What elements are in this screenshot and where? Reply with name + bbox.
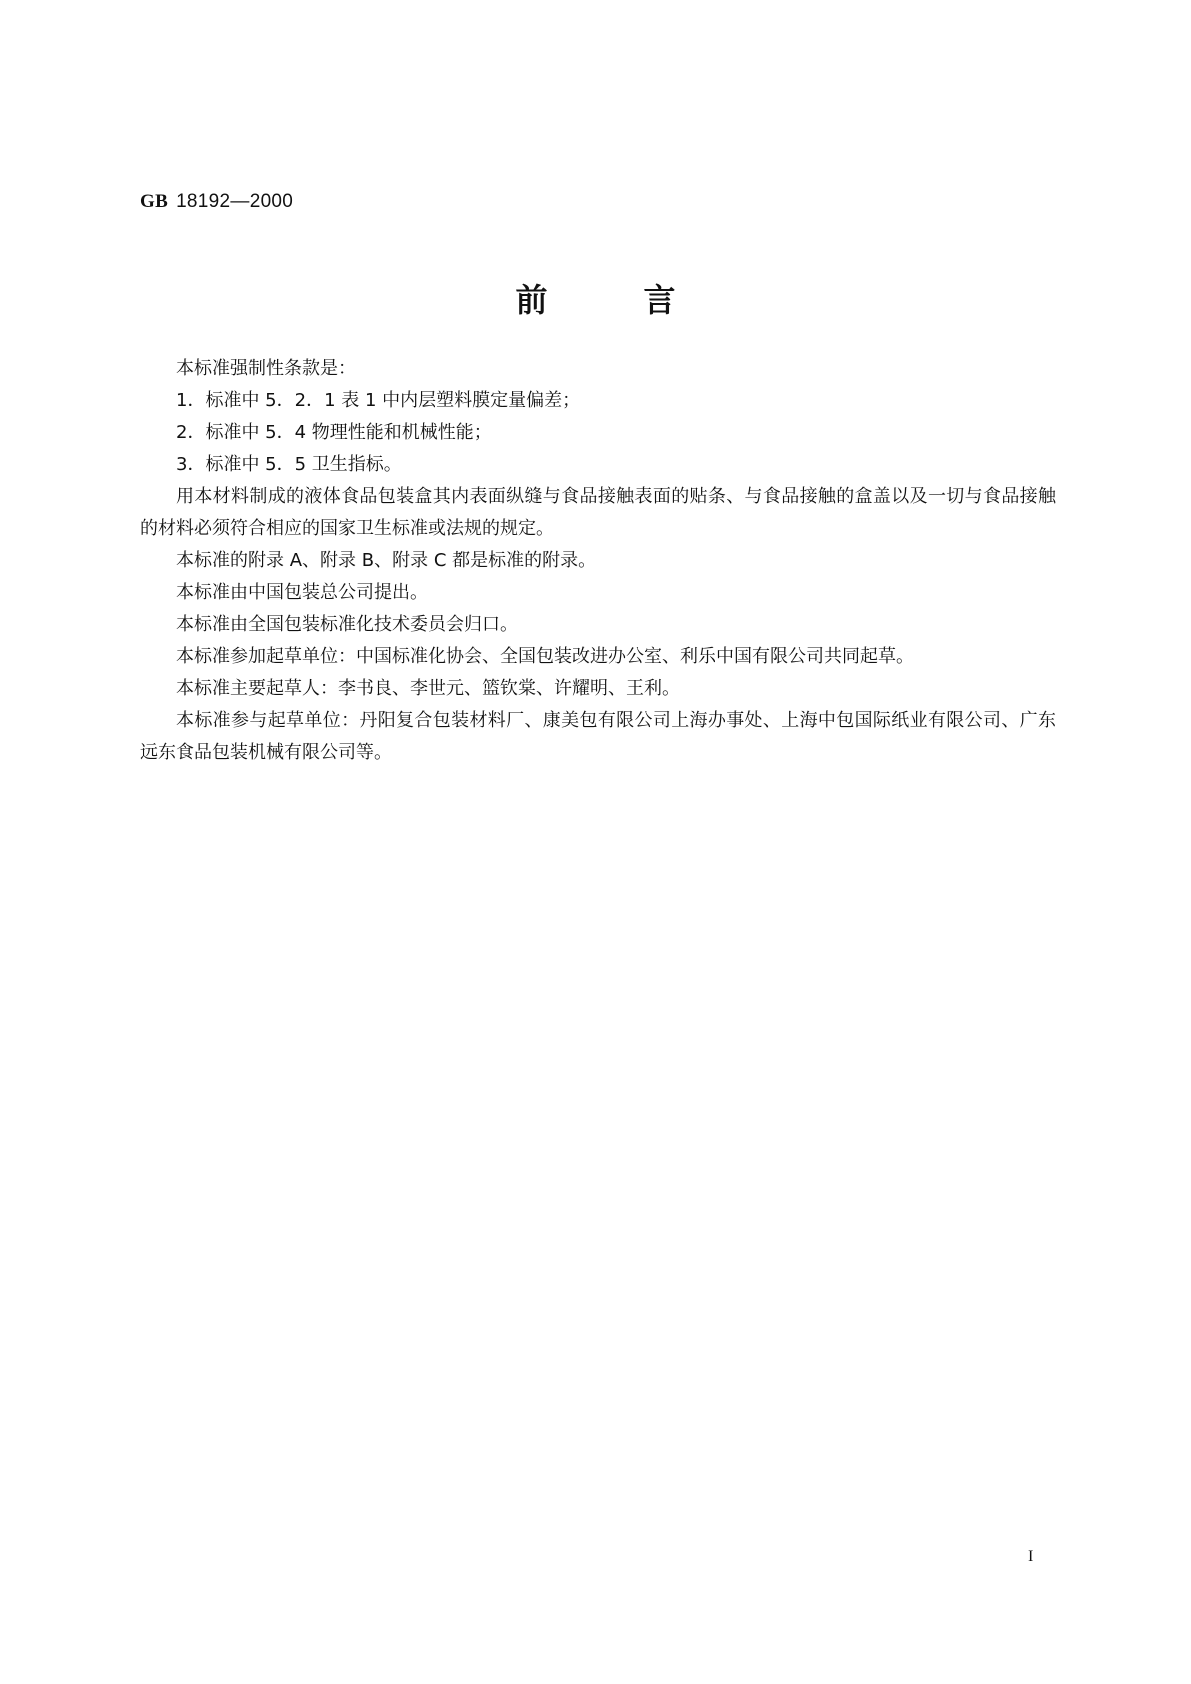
page-title: [0, 280, 1191, 320]
title-char-2: 言: [643, 281, 676, 319]
paragraph-mandatory-item-1: 1．标准中 5．2．1 表 1 中内层塑料膜定量偏差；: [176, 390, 581, 411]
paragraph-administered-by: 本标准由全国包装标准化技术委员会归口。: [176, 614, 518, 635]
title-char-1: 前: [515, 281, 548, 319]
paragraph-main-drafters: 本标准主要起草人：李书良、李世元、篮钦棠、许耀明、王利。: [176, 678, 680, 699]
page-number: I: [1028, 1548, 1034, 1565]
standard-number: 18192—2000: [176, 191, 294, 212]
standard-code: [140, 190, 293, 213]
paragraph-mandatory-item-3: 3．标准中 5．5 卫生指标。: [176, 454, 402, 475]
paragraph-mandatory-intro: 本标准强制性条款是：: [176, 358, 356, 379]
standard-prefix: GB: [140, 191, 169, 212]
paragraph-mandatory-item-2: 2．标准中 5．4 物理性能和机械性能；: [176, 422, 492, 443]
paragraph-appendices: 本标准的附录 A、附录 B、附录 C 都是标准的附录。: [176, 550, 597, 571]
paragraph-proposed-by: 本标准由中国包装总公司提出。: [176, 582, 428, 603]
paragraph-participating-units: 本标准参与起草单位：丹阳复合包装材料厂、康美包有限公司上海办事处、上海中包国际纸业有限公司、广东远东食品包装机械有限公司等。: [140, 710, 1056, 763]
paragraph-hygiene-requirement: 用本材料制成的液体食品包装盒其内表面纵缝与食品接触表面的贴条、与食品接触的盒盖以及一切与食品接触的材料必须符合相应的国家卫生标准或法规的规定。: [140, 486, 1056, 539]
foreword-body: [140, 353, 1056, 769]
paragraph-drafting-units: 本标准参加起草单位：中国标准化协会、全国包装改进办公室、利乐中国有限公司共同起草。: [176, 646, 914, 667]
